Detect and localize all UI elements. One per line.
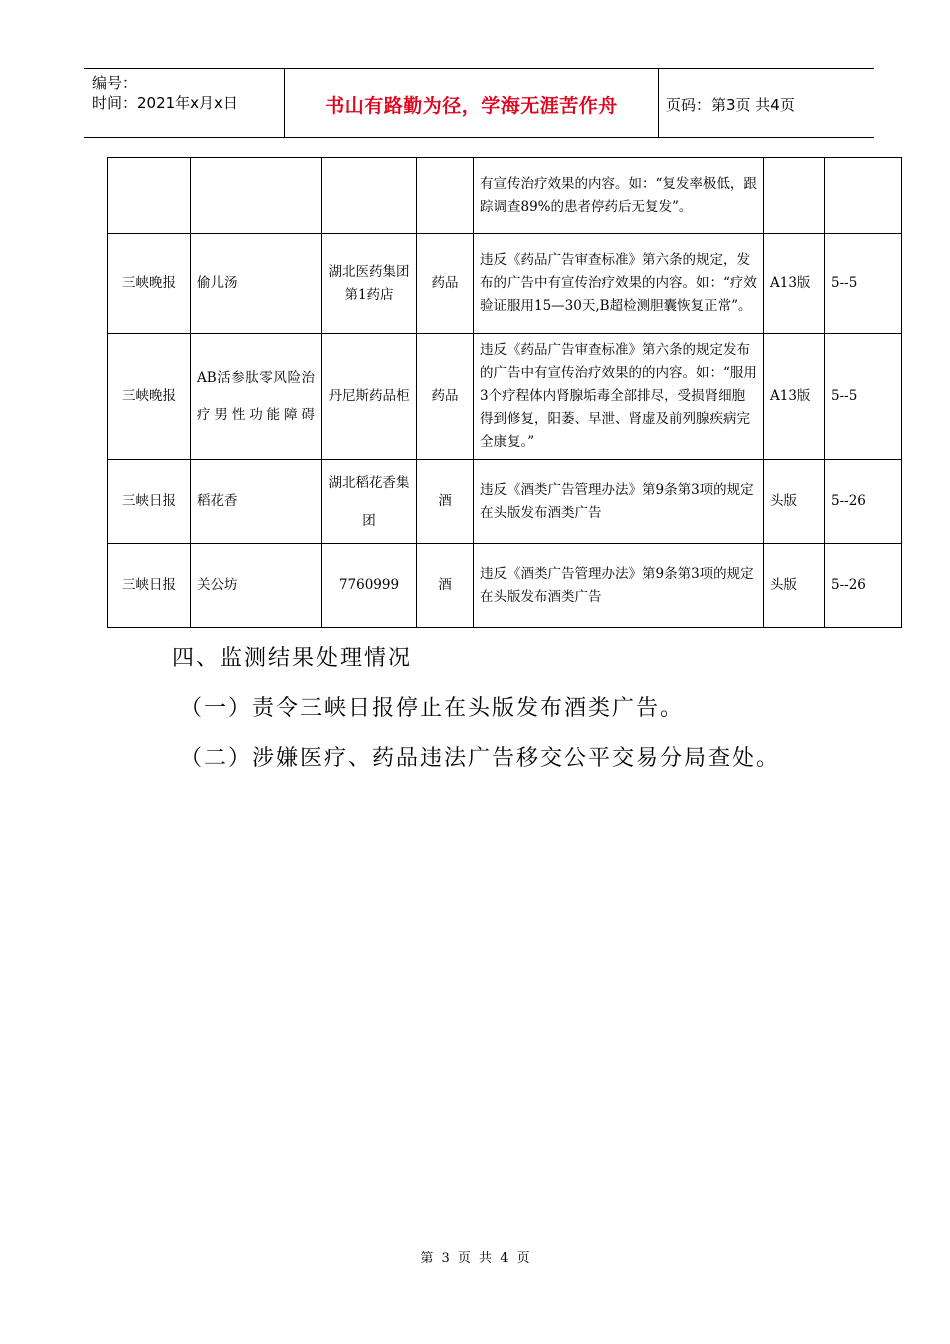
advertiser-cell — [322, 158, 417, 234]
table-row — [108, 334, 902, 460]
media-cell: 三峡晚报 — [108, 334, 191, 460]
violation-table — [107, 157, 902, 628]
page-cell: 头版 — [764, 460, 825, 544]
media-cell: 三峡日报 — [108, 544, 191, 628]
product-cell: 关公坊 — [191, 544, 322, 628]
page-footer: 第 3 页 共 4 页 — [420, 1251, 530, 1266]
description-cell: 有宣传治疗效果的内容。如：“复发率极低，跟踪调查89%的患者停药后无复发”。 — [474, 158, 764, 234]
table-row — [108, 158, 902, 234]
media-cell — [108, 158, 191, 234]
section-item-1: （一）责令三峡日报停止在头版发布酒类广告。 — [180, 696, 685, 721]
page-header — [84, 68, 874, 138]
header-meta-cell — [84, 69, 284, 137]
section-item-2: （二）涉嫌医疗、药品违法广告移交公平交易分局查处。 — [180, 746, 781, 771]
table-row — [108, 234, 902, 334]
date-cell: 5--26 — [825, 460, 902, 544]
category-cell: 药品 — [417, 234, 474, 334]
product-cell: 偷儿汤 — [191, 234, 322, 334]
page-cell: A13版 — [764, 234, 825, 334]
date-cell — [825, 158, 902, 234]
date-cell: 5--5 — [825, 334, 902, 460]
table-row — [108, 460, 902, 544]
product-cell: AB活参肽零风险治疗男性功能障碍 — [191, 334, 322, 460]
number-label: 编号： — [92, 74, 138, 92]
media-cell: 三峡日报 — [108, 460, 191, 544]
description-cell: 违反《药品广告审查标准》第六条的规定发布的广告中有宣传治疗效果的的内容。如：“服用3个疗程体内肾腺垢毒全部排尽，受损肾细胞得到修复，阳萎、早泄、肾虚及前列腺疾病完全康复。” — [474, 334, 764, 460]
description-cell: 违反《酒类广告管理办法》第9条第3项的规定在头版发布酒类广告 — [474, 544, 764, 628]
page-cell: 头版 — [764, 544, 825, 628]
header-page-label: 页码：第3页 共4页 — [666, 96, 795, 114]
header-motto-cell — [284, 69, 659, 137]
section-heading: 四、监测结果处理情况 — [172, 646, 413, 671]
advertiser-cell: 7760999 — [322, 544, 417, 628]
time-label: 时间：2021年x月x日 — [92, 94, 238, 112]
page-cell — [764, 158, 825, 234]
media-cell: 三峡晚报 — [108, 234, 191, 334]
header-page-cell — [658, 69, 874, 137]
advertiser-cell: 湖北稻花香集团 — [322, 460, 417, 544]
description-cell: 违反《药品广告审查标准》第六条的规定，发布的广告中有宣传治疗效果的内容。如：“疗效验证服用15—30天,B超检测胆囊恢复正常”。 — [474, 234, 764, 334]
date-cell: 5--26 — [825, 544, 902, 628]
category-cell: 药品 — [417, 334, 474, 460]
product-cell: 稻花香 — [191, 460, 322, 544]
category-cell: 酒 — [417, 544, 474, 628]
product-cell — [191, 158, 322, 234]
description-cell: 违反《酒类广告管理办法》第9条第3项的规定在头版发布酒类广告 — [474, 460, 764, 544]
date-cell: 5--5 — [825, 234, 902, 334]
table-row — [108, 544, 902, 628]
page-cell: A13版 — [764, 334, 825, 460]
category-cell: 酒 — [417, 460, 474, 544]
header-motto: 书山有路勤为径，学海无涯苦作舟 — [325, 95, 618, 117]
advertiser-cell: 湖北医药集团第1药店 — [322, 234, 417, 334]
advertiser-cell: 丹尼斯药品柜 — [322, 334, 417, 460]
category-cell — [417, 158, 474, 234]
